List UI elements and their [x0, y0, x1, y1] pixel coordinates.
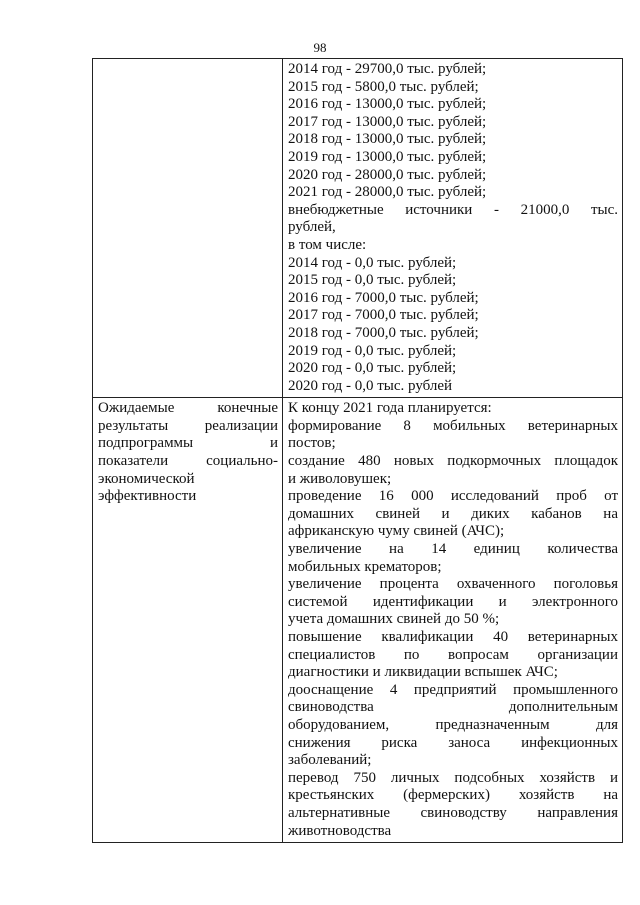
result-text-line: снижения риска заноса инфекционных [288, 734, 618, 751]
offbudget-year-line: 2018 год - 7000,0 тыс. рублей; [288, 324, 479, 341]
result-text-line: свиноводства дополнительным [288, 699, 618, 716]
funding-year-line: 2020 год - 28000,0 тыс. рублей; [288, 166, 487, 183]
funding-year-line: 2017 год - 13000,0 тыс. рублей; [288, 113, 487, 130]
offbudget-year-line: 2014 год - 0,0 тыс. рублей; [288, 254, 457, 271]
including-line: в том числе: [288, 236, 367, 253]
result-text-line: увеличение процента охваченного поголовья [288, 576, 618, 593]
result-text-line: специалистов по вопросам организации [288, 646, 618, 663]
result-text-line: дооснащение 4 предприятий промышленного [288, 681, 618, 698]
offbudget-year-line: 2017 год - 7000,0 тыс. рублей; [288, 307, 479, 324]
result-text-line: оборудованием, предназначенным для [288, 716, 618, 733]
result-text-line: перевод 750 личных подсобных хозяйств и [288, 769, 618, 786]
row-heading-line: экономической [98, 470, 195, 487]
result-text-line: африканскую чуму свиней (АЧС); [288, 523, 505, 540]
row1-right-cell [283, 59, 623, 398]
offbudget-line-1: внебюджетные источники - 21000,0 тыс. [288, 201, 618, 218]
result-text-line: увеличение на 14 единиц количества [288, 541, 618, 558]
result-text-line: постов; [288, 435, 336, 452]
row-heading-line: показатели социально- [98, 453, 278, 470]
result-text-line: повышение квалификации 40 ветеринарных [288, 629, 618, 645]
funding-year-line: 2018 год - 13000,0 тыс. рублей; [288, 131, 487, 148]
row2-right-cell [283, 398, 623, 843]
result-text-line: альтернативные свиноводству направления [288, 804, 618, 821]
result-text-line: заболеваний; [288, 752, 372, 769]
row2-left-cell [93, 398, 283, 843]
funding-year-line: 2019 год - 13000,0 тыс. рублей; [288, 148, 487, 165]
result-text-line: создание 480 новых подкормочных площадок [288, 453, 618, 470]
row-heading-line: подпрограммы и [98, 435, 278, 452]
row-heading-line: эффективности [98, 488, 197, 505]
row-heading-line: Ожидаемые конечные [98, 400, 278, 417]
result-text-line: проведение 16 000 исследований проб от [288, 488, 618, 505]
intro-line: К концу 2021 года планируется: [288, 400, 492, 417]
result-text-line: диагностики и ликвидации вспышек АЧС; [288, 664, 558, 681]
table-row [93, 59, 623, 398]
offbudget-year-line: 2020 год - 0,0 тыс. рублей; [288, 360, 457, 377]
offbudget-year-line: 2019 год - 0,0 тыс. рублей; [288, 342, 457, 359]
table-row [93, 398, 623, 843]
funding-year-line: 2016 год - 13000,0 тыс. рублей; [288, 96, 487, 113]
result-text-line: домашних свиней и диких кабанов на [288, 505, 618, 522]
program-table [92, 58, 623, 843]
funding-year-line: 2015 год - 5800,0 тыс. рублей; [288, 78, 479, 95]
offbudget-year-line: 2020 год - 0,0 тыс. рублей [288, 377, 453, 394]
offbudget-line-2: рублей, [288, 219, 336, 236]
result-text-line: животноводства [288, 822, 392, 839]
page-number: 98 [313, 40, 327, 55]
offbudget-year-line: 2016 год - 7000,0 тыс. рублей; [288, 289, 479, 306]
result-text-line: формирование 8 мобильных ветеринарных [288, 417, 618, 434]
row-heading-line: результаты реализации [98, 417, 278, 434]
result-text-line: и живоловушек; [288, 470, 392, 487]
result-text-line: системой идентификации и электронного [288, 593, 618, 610]
result-text-line: мобильных крематоров; [288, 558, 442, 575]
offbudget-year-line: 2015 год - 0,0 тыс. рублей; [288, 272, 457, 289]
funding-year-line: 2021 год - 28000,0 тыс. рублей; [288, 184, 487, 201]
result-text-line: крестьянских (фермерских) хозяйств на [288, 787, 618, 804]
funding-year-line: 2014 год - 29700,0 тыс. рублей; [288, 61, 487, 77]
row1-left-cell [93, 59, 283, 398]
result-text-line: учета домашних свиней до 50 %; [288, 611, 500, 628]
